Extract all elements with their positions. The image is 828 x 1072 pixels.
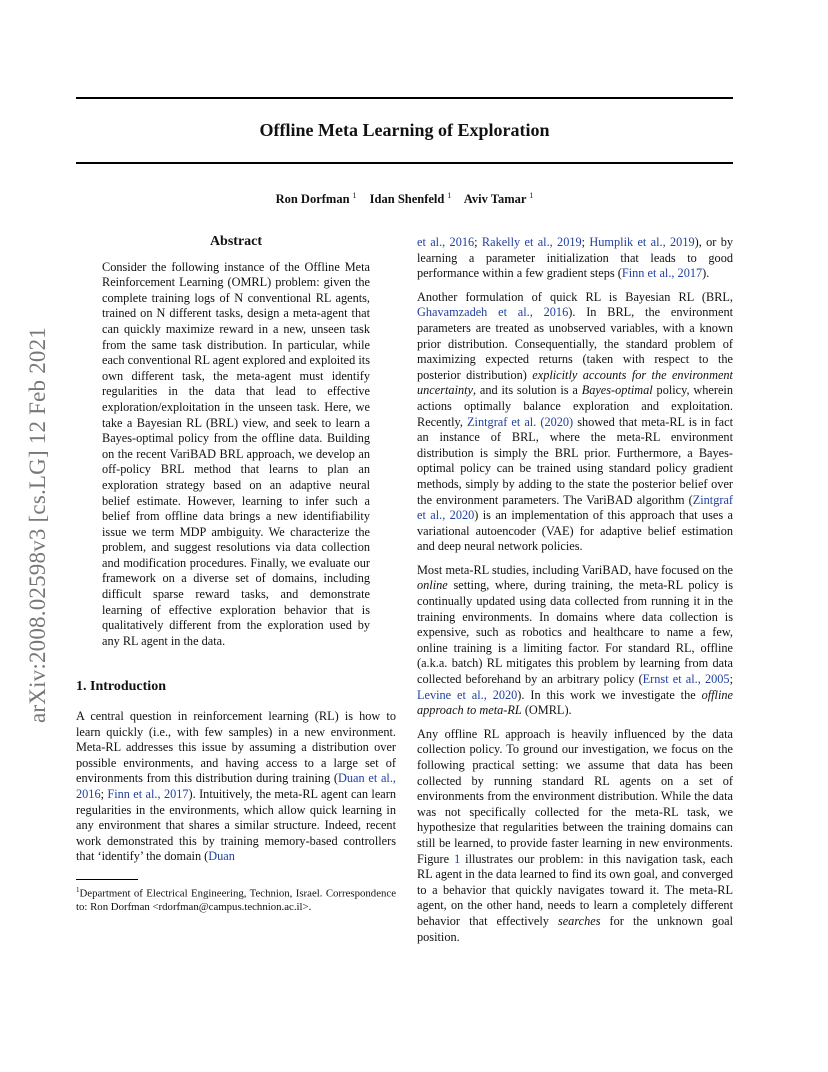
author-affiliation: 1 [447, 191, 452, 200]
section-heading-introduction: 1. Introduction [76, 679, 166, 695]
citation-link[interactable]: Finn et al., 2017 [107, 787, 189, 801]
title-bottom-rule [76, 162, 733, 164]
citation-link[interactable]: Rakelly et al., 2019 [481, 235, 582, 249]
author-name: Aviv Tamar [463, 192, 527, 207]
title-top-rule [76, 97, 733, 99]
arxiv-stamp-text: arXiv:2008.02598v3 [cs.LG] 12 Feb 2021 [25, 327, 50, 723]
paper-title: Offline Meta Learning of Exploration [259, 120, 550, 140]
author-list [76, 191, 733, 207]
citation-link[interactable]: Zintgraf et al., 2020 [417, 492, 733, 523]
citation-link[interactable]: Duan et al., 2016 [76, 771, 396, 801]
citation-link[interactable]: et al., 2016 [417, 235, 475, 249]
figure-reference-link[interactable]: 1 [454, 851, 461, 866]
citation-link[interactable]: Zintgraf et al. (2020) [467, 414, 574, 429]
author-affiliation: 1 [529, 191, 534, 200]
body-paragraph: Most meta-RL studies, including VariBAD, have focused on the online setting, where, during training, the meta-RL policy is continually updated using data collected from running it in the training environments. In domains where data collection is expensive, such as robotics and healthcare to name a few, online training is a limiting factor. For standard RL, offline (a.k.a. batch) RL mitigates this problem by learning from data collected beforehand by an arbitrary policy (Ernst et al., 2005; Levine et al., 2020). In this work we investigate the offline approach to meta-RL (OMRL). [417, 562, 733, 718]
citation-link[interactable]: Humplik et al., 2019 [589, 235, 695, 249]
intro-paragraph: A central question in reinforcement learning (RL) is how to learn quickly (i.e., with few samples) in a new environment. Meta-RL addresses this issue by assuming a distribution over possible environments, and having access to a large set of environments from this distribution during training (Duan et al., 2016; Finn et al., 2017). Intuitively, the meta-RL agent can learn regularities in the environments, which allow quick learning in any environment that shares a similar structure. Indeed, recent work demonstrated this by training memory-based controllers that ‘identify’ the domain (Duan [76, 709, 396, 864]
author-affiliation: 1 [352, 191, 357, 200]
citation-link[interactable]: Ghavamzadeh et al., 2016 [417, 305, 569, 320]
citation-link[interactable]: Duan [208, 849, 235, 864]
citation-link[interactable]: Ernst et al., 2005 [642, 672, 730, 687]
arxiv-stamp [20, 290, 56, 760]
author-name: Idan Shenfeld [369, 192, 445, 207]
footnote-mark: 1 [76, 885, 80, 894]
abstract-text: Consider the following instance of the Offline Meta Reinforcement Learning (OMRL) problem: given the complete training logs of N conventional RL agents, trained on N different tasks, design a meta-agent that can quickly maximize reward in a new, unseen task from the same task distribution. In particular, while each conventional RL agent explored and exploited its own different task, the meta-agent must identify regularities in the data that lead to effective exploration/exploitation in the unseen task. Here, we take a Bayesian RL (BRL) view, and seek to learn a Bayes-optimal policy from the offline data. Building on the recent VariBAD BRL approach, we develop an off-policy BRL method that learns to plan an exploration strategy based on an adaptive neural belief estimate. However, learning to infer such a belief from offline data brings a new identifiability issue we term MDP ambiguity. We characterize the problem, and suggest resolutions via data collection and modification procedures. Finally, we evaluate our framework on a diverse set of domains, including difficult sparse reward tasks, and demonstrate learning of effective exploration behavior that is qualitatively different from the exploration used by any RL agent in the data. [102, 259, 370, 648]
footnote [76, 884, 396, 914]
body-paragraph: Another formulation of quick RL is Bayesian RL (BRL, Ghavamzadeh et al., 2016). In BRL, the environment parameters are treated as unobserved variables, with a known prior distribution. Consequentially, the standard problem of maximizing expected returns (taken with respect to the posterior distribution) explicitly accounts for the environment uncertainty, and its solution is a Bayes-optimal policy, wherein actions optimally balance exploration and exploitation. Recently, Zintgraf et al. (2020) showed that meta-RL is in fact an instance of BRL, where the meta-RL environment distribution is simply the BRL prior. Furthermore, a Bayes-optimal policy can be trained using standard policy gradient methods, simply by adding to the state the posterior belief over the environment parameters. The VariBAD algorithm (Zintgraf et al., 2020) is an implementation of this approach that uses a variational autoencoder (VAE) for adaptive belief estimation and deep neural network policies. [417, 289, 734, 554]
footnote-rule [76, 879, 138, 880]
left-column [76, 230, 396, 914]
abstract-heading: Abstract [209, 234, 263, 249]
citation-link[interactable]: Levine et al., 2020 [417, 687, 518, 702]
right-column [417, 235, 733, 953]
author-name: Ron Dorfman [275, 192, 350, 207]
body-paragraph: et al., 2016; Rakelly et al., 2019; Humplik et al., 2019), or by learning a parameter initialization that leads to good performance within a few gradient steps (Finn et al., 2017). [417, 235, 733, 281]
footnote-text: Department of Electrical Engineering, Technion, Israel. Correspondence to: Ron Dorfman <rdorfman@campus.technion.ac.il>. [76, 887, 396, 913]
citation-link[interactable]: Finn et al., 2017 [621, 266, 703, 281]
body-paragraph: Any offline RL approach is heavily influenced by the data collection policy. To ground our investigation, we focus on the following practical setting: we assume that data has been collected by running standard RL agents on a set of environments from the environment distribution. While the data was not specifically collected for the meta-RL task, we hypothesize that regularities between the training domains can still be learned, to provide faster learning in new environments. Figure 1 illustrates our problem: in this navigation task, each RL agent in the data learned to find its own goal, and converged to a behavior that quickly navigates toward it. The meta-RL agent, on the other hand, needs to learn a completely different behavior that effectively searches for the unknown goal position. [417, 726, 734, 944]
